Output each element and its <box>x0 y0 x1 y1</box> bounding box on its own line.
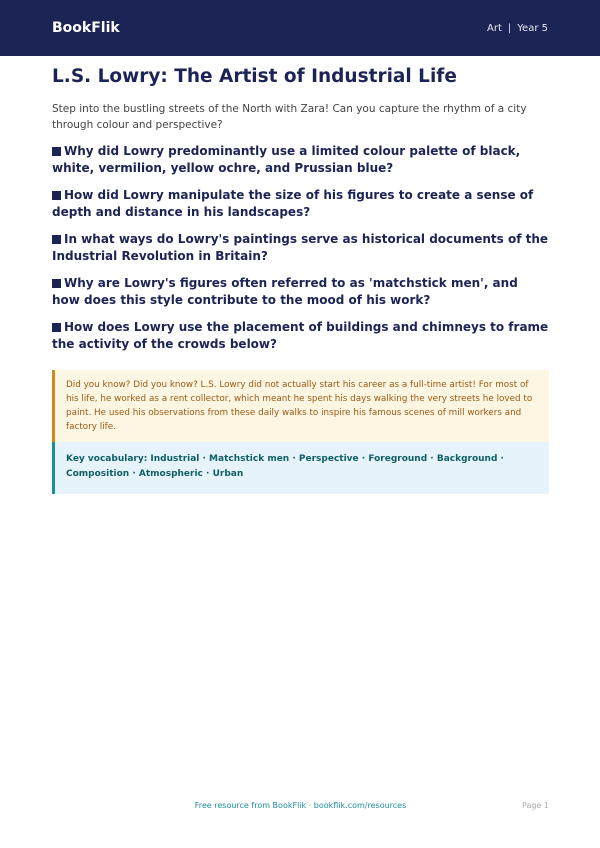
square-bullet-icon <box>52 323 61 332</box>
page-header <box>0 0 600 56</box>
square-bullet-icon <box>52 147 61 156</box>
question-item <box>52 143 549 177</box>
main-content <box>52 64 549 494</box>
question-text: How does Lowry use the placement of buildings and chimneys to frame the activity of the crowds below? <box>52 320 549 351</box>
question-item <box>52 319 549 353</box>
question-text: In what ways do Lowry's paintings serve as historical documents of the Industrial Revolution in Britain? <box>52 232 549 263</box>
did-you-know-callout <box>52 370 549 442</box>
square-bullet-icon <box>52 235 61 244</box>
footer-link[interactable]: Free resource from BookFlik · bookflik.com/resources <box>194 801 407 810</box>
page-title: L.S. Lowry: The Artist of Industrial Life <box>52 66 457 87</box>
question-item <box>52 275 549 309</box>
subject-label: Art <box>487 22 502 34</box>
question-list <box>52 143 549 353</box>
question-item <box>52 187 549 221</box>
key-vocabulary-box <box>52 442 549 494</box>
page-number: Page 1 <box>522 801 549 810</box>
callout-text: Did you know? Did you know? L.S. Lowry did not actually start his career as a full-time artist! For most of his life, he worked as a rent collector, which meant he spent his days walking the very streets he loved to paint. He used his observations from these daily walks to inspire his famous scenes of mill workers and factory life. <box>66 380 533 432</box>
question-text: Why are Lowry's figures often referred to as 'matchstick men', and how does this style contribute to the mood of his work? <box>52 276 518 307</box>
year-label: Year 5 <box>517 22 548 34</box>
intro-text: Step into the bustling streets of the North with Zara! Can you capture the rhythm of a city through colour and perspective? <box>52 103 527 131</box>
page-footer <box>52 801 549 815</box>
square-bullet-icon <box>52 279 61 288</box>
question-item <box>52 231 549 265</box>
brand-logo[interactable]: BookFlik <box>52 20 120 36</box>
question-text: How did Lowry manipulate the size of his figures to create a sense of depth and distance in his landscapes? <box>52 188 534 219</box>
vocab-text: Key vocabulary: Industrial · Matchstick men · Perspective · Foreground · Background · Composition · Atmospheric · Urban <box>66 454 504 479</box>
square-bullet-icon <box>52 191 61 200</box>
header-meta <box>487 23 548 34</box>
meta-separator: | <box>507 22 512 34</box>
question-text: Why did Lowry predominantly use a limited colour palette of black, white, vermilion, yellow ochre, and Prussian blue? <box>52 144 521 175</box>
